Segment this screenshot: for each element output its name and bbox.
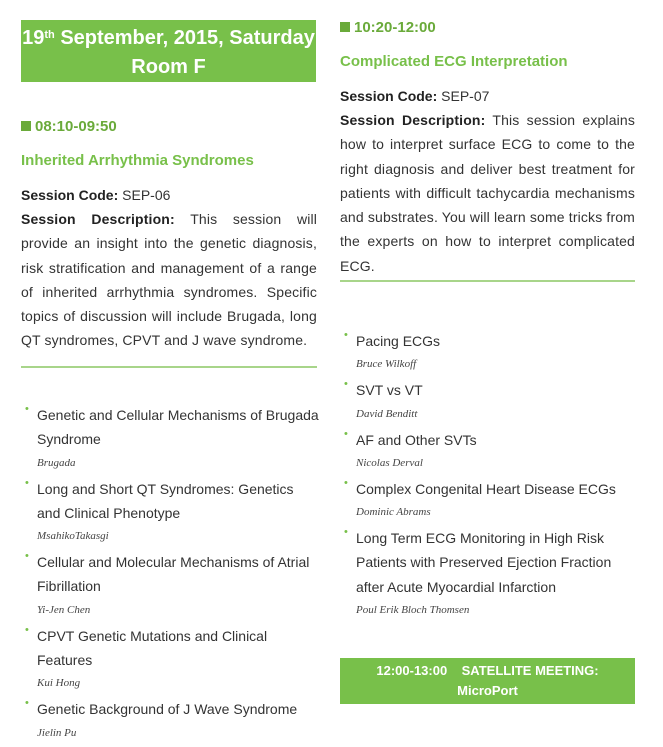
day-banner xyxy=(21,20,316,82)
talk-speaker: Nicolas Derval xyxy=(356,456,423,469)
talk-title: SVT vs VT xyxy=(356,382,423,399)
talk-speaker: Bruce Wilkoff xyxy=(356,358,417,371)
talk-item xyxy=(21,697,319,739)
talk-item xyxy=(21,403,319,470)
banner-room: Room F xyxy=(131,56,206,78)
bullet-icon: • xyxy=(25,550,29,563)
talk-speaker: MsahikoTakasgi xyxy=(37,530,109,543)
satellite-sponsor: MicroPort xyxy=(457,683,518,698)
session-title: Complicated ECG Interpretation xyxy=(340,53,568,70)
session-time: 08:10-09:50 xyxy=(21,118,117,135)
session-code: Session Code: SEP-07 xyxy=(340,88,490,104)
session-description: Session Description: This session explains how to interpret surface ECG to come to the right diagnosis and deliver best treatment for patients with difficult tachycardia mechanisms and substrates. You will learn some tricks from the experts on how to interpret complicated ECG. xyxy=(340,112,635,274)
talk-speaker: Dominic Abrams xyxy=(356,506,431,519)
bullet-icon: • xyxy=(25,697,29,710)
bullet-icon: • xyxy=(25,476,29,489)
session-description: Session Description: This session will provide an insight into the genetic diagnosis, risk stratification and management of a range of inherited arrhythmia syndromes. Specific topics of discussion will include Brugada, long QT syndromes, CPVT and J wave syndrome. xyxy=(21,211,317,349)
bullet-icon: • xyxy=(344,427,348,440)
bullet-icon: • xyxy=(344,378,348,391)
talk-title: Complex Congenital Heart Disease ECGs xyxy=(356,480,616,497)
bullet-icon: • xyxy=(25,403,29,415)
talk-title: CPVT Genetic Mutations and Clinical Features xyxy=(37,627,268,669)
bullet-icon: • xyxy=(344,476,348,489)
talk-title: Long Term ECG Monitoring in High Risk Patients with Preserved Ejection Fraction after Acute Myocardial Infarction xyxy=(356,530,612,595)
section-divider xyxy=(340,280,635,282)
talk-speaker: Jielin Pu xyxy=(37,726,77,739)
banner-date: 19th September, 2015, Saturday xyxy=(22,27,315,49)
talk-item xyxy=(21,477,319,544)
talk-item xyxy=(340,428,638,470)
talk-title: Cellular and Molecular Mechanisms of Atrial Fibrillation xyxy=(37,554,310,595)
talk-list xyxy=(21,403,319,747)
section-divider xyxy=(21,366,317,368)
bullet-icon: • xyxy=(344,329,348,341)
talk-item xyxy=(340,526,638,617)
talk-title: Long and Short QT Syndromes: Genetics and Clinical Phenotype xyxy=(37,480,294,521)
talk-speaker: Brugada xyxy=(37,456,76,469)
talk-speaker: Yi-Jen Chen xyxy=(37,603,91,616)
square-bullet-icon xyxy=(21,121,31,131)
bullet-icon: • xyxy=(25,623,29,636)
talk-item xyxy=(21,550,319,617)
talk-item xyxy=(340,329,638,371)
talk-speaker: Kui Hong xyxy=(37,677,81,690)
talk-title: Genetic and Cellular Mechanisms of Brugada Syndrome xyxy=(37,407,319,448)
talk-item xyxy=(21,624,319,691)
session-title: Inherited Arrhythmia Syndromes xyxy=(21,152,254,169)
talk-title: Pacing ECGs xyxy=(356,333,441,349)
square-bullet-icon xyxy=(340,22,350,32)
talk-item xyxy=(340,378,638,420)
satellite-meeting-banner xyxy=(340,658,635,704)
talk-speaker: Poul Erik Bloch Thomsen xyxy=(356,604,470,617)
talk-title: AF and Other SVTs xyxy=(356,431,477,448)
session-time: 10:20-12:00 xyxy=(340,19,436,36)
talk-item xyxy=(340,477,638,519)
talk-title: Genetic Background of J Wave Syndrome xyxy=(37,701,298,718)
bullet-icon: • xyxy=(344,526,348,539)
talk-speaker: David Benditt xyxy=(356,407,418,420)
satellite-line: 12:00-13:00 SATELLITE MEETING: xyxy=(376,663,599,678)
session-code: Session Code: SEP-06 xyxy=(21,187,171,203)
talk-list xyxy=(340,329,638,624)
